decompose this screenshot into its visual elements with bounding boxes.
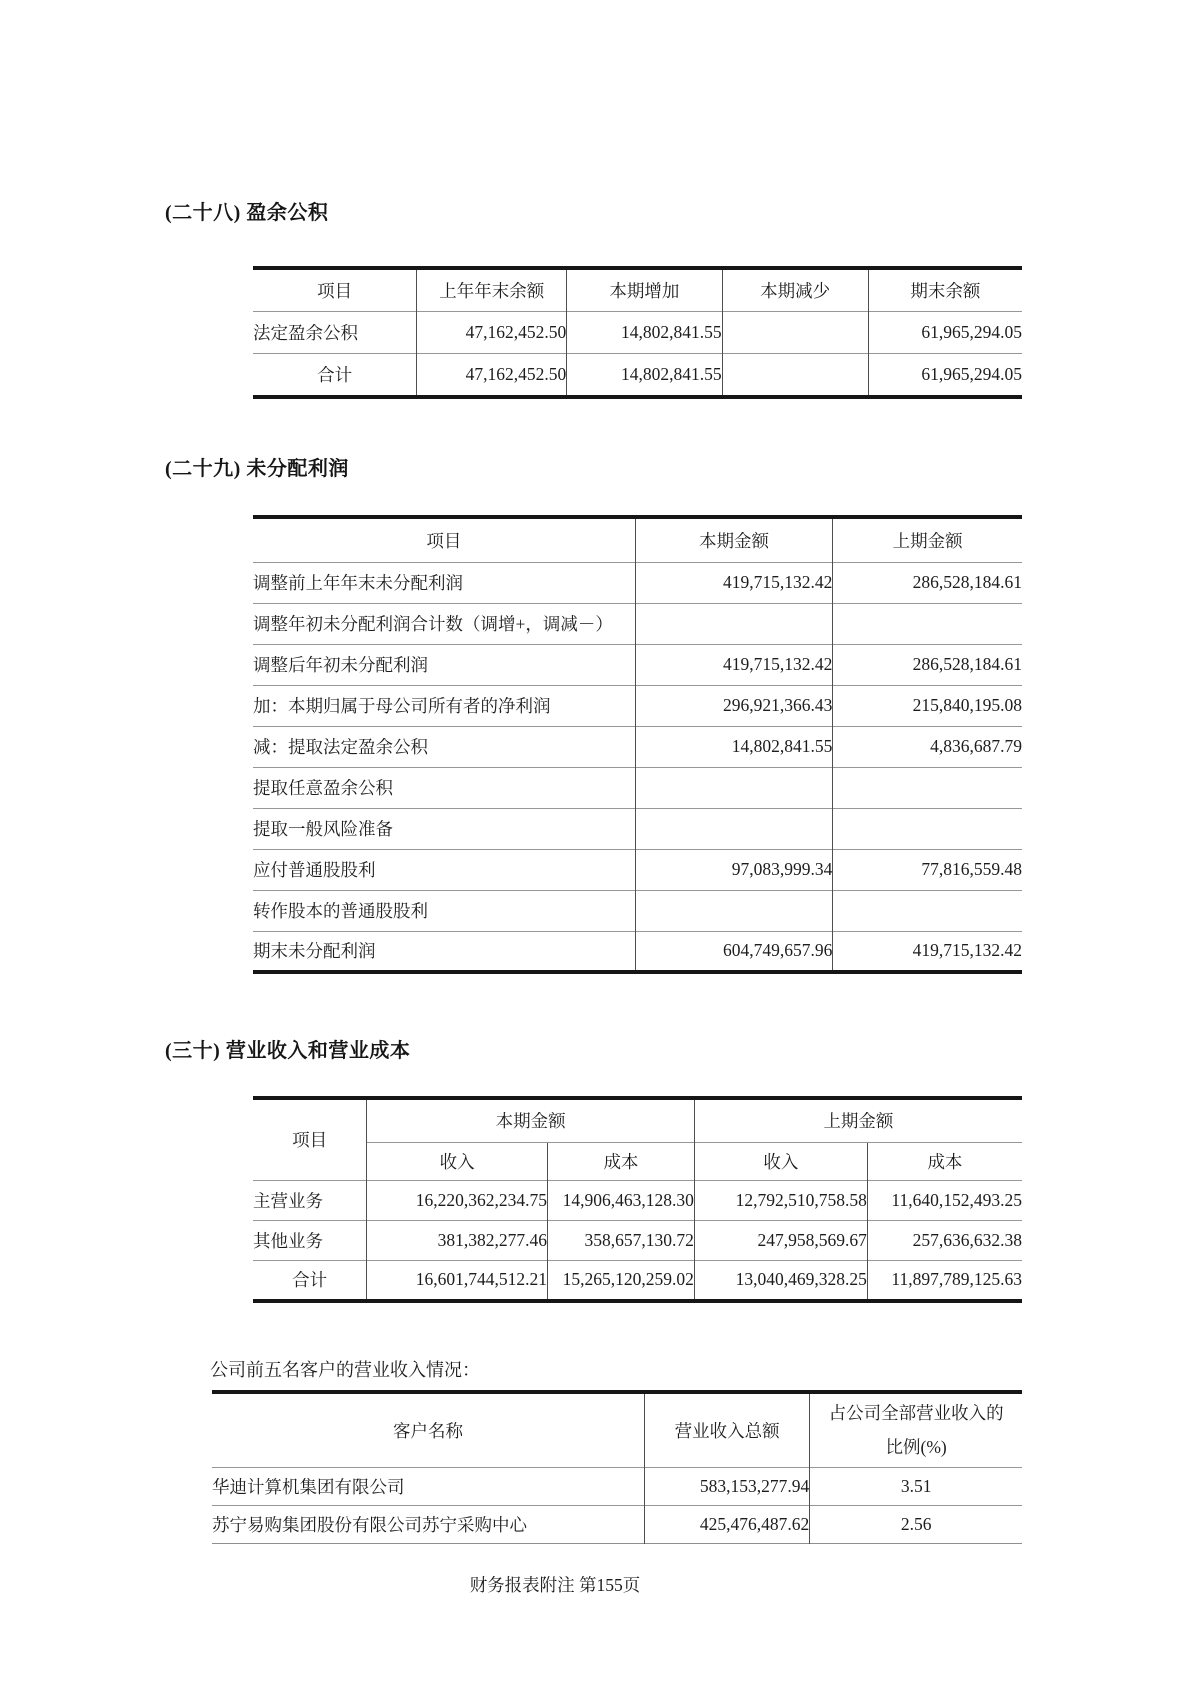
value-cell xyxy=(833,603,1022,644)
top-customers-table xyxy=(212,1390,1022,1544)
table-row xyxy=(253,311,1022,353)
table-row xyxy=(253,890,1022,931)
top-customers-intro: 公司前五名客户的营业收入情况： xyxy=(210,1360,480,1380)
header-cell: 本期增加 xyxy=(567,268,722,311)
undistributed-profit-table-wrap xyxy=(253,515,1022,974)
header-cell-income: 收入 xyxy=(694,1142,867,1180)
header-cell-ratio xyxy=(810,1392,1022,1467)
value-cell: 61,965,294.05 xyxy=(868,311,1022,353)
table-row xyxy=(253,808,1022,849)
value-cell: 61,965,294.05 xyxy=(868,353,1022,397)
value-cell: 419,715,132.42 xyxy=(833,931,1022,972)
value-cell xyxy=(833,890,1022,931)
value-cell xyxy=(833,808,1022,849)
label-cell: 主营业务 xyxy=(253,1180,367,1220)
value-cell: 286,528,184.61 xyxy=(833,562,1022,603)
value-cell xyxy=(722,353,868,397)
section-28-heading: (二十八) 盈余公积 xyxy=(165,202,329,224)
label-cell: 调整后年初未分配利润 xyxy=(253,644,635,685)
value-cell: 47,162,452.50 xyxy=(417,353,567,397)
value-cell: 16,220,362,234.75 xyxy=(367,1180,548,1220)
header-cell: 项目 xyxy=(292,1130,328,1151)
value-cell: 14,802,841.55 xyxy=(567,353,722,397)
table-row xyxy=(253,685,1022,726)
surplus-reserve-table-wrap xyxy=(253,266,1022,399)
table-row xyxy=(253,1180,1022,1220)
header-cell-prior-period: 上期金额 xyxy=(694,1098,1022,1142)
value-cell: 583,153,277.94 xyxy=(645,1467,810,1505)
label-cell: 其他业务 xyxy=(253,1220,367,1260)
value-cell: 11,640,152,493.25 xyxy=(867,1180,1022,1220)
header-cell: 客户名称 xyxy=(393,1420,464,1441)
value-cell xyxy=(635,808,833,849)
page-footer: 财务报表附注 第155页 xyxy=(469,1575,641,1595)
table-row xyxy=(253,726,1022,767)
value-cell: 286,528,184.61 xyxy=(833,644,1022,685)
table-total-row xyxy=(253,1260,1022,1301)
section-29-heading: (二十九) 未分配利润 xyxy=(165,458,349,480)
value-cell: 215,840,195.08 xyxy=(833,685,1022,726)
value-cell: 14,802,841.55 xyxy=(635,726,833,767)
table-header-row xyxy=(253,1098,1022,1142)
table-subheader-row xyxy=(253,1142,1022,1180)
table-header-row xyxy=(253,517,1022,562)
header-ratio-line2: 比例(%) xyxy=(885,1437,947,1458)
customer-name-cell: 苏宁易购集团股份有限公司苏宁采购中心 xyxy=(212,1505,645,1543)
header-cell: 本期减少 xyxy=(722,268,868,311)
header-cell: 上年年末余额 xyxy=(417,268,567,311)
table-row xyxy=(212,1467,1022,1505)
value-cell: 15,265,120,259.02 xyxy=(548,1260,695,1301)
label-cell: 应付普通股股利 xyxy=(253,849,635,890)
surplus-reserve-table xyxy=(253,266,1022,399)
value-cell: 14,802,841.55 xyxy=(567,311,722,353)
value-cell: 425,476,487.62 xyxy=(645,1505,810,1543)
value-cell: 14,906,463,128.30 xyxy=(548,1180,695,1220)
label-cell: 加：本期归属于母公司所有者的净利润 xyxy=(253,685,635,726)
label-cell: 法定盈余公积 xyxy=(253,311,417,353)
table-total-row xyxy=(253,353,1022,397)
value-cell: 257,636,632.38 xyxy=(867,1220,1022,1260)
label-cell: 提取一般风险准备 xyxy=(253,808,635,849)
table-row xyxy=(253,603,1022,644)
value-cell: 604,749,657.96 xyxy=(635,931,833,972)
header-cell-income: 收入 xyxy=(367,1142,548,1180)
label-cell: 调整年初未分配利润合计数（调增+，调减－） xyxy=(253,603,635,644)
value-cell: 97,083,999.34 xyxy=(635,849,833,890)
header-cell-current-period: 本期金额 xyxy=(367,1098,695,1142)
table-header-row xyxy=(212,1392,1022,1467)
label-cell: 期末未分配利润 xyxy=(253,931,635,972)
value-cell: 16,601,744,512.21 xyxy=(367,1260,548,1301)
label-cell: 合计 xyxy=(253,353,417,397)
header-cell-cost: 成本 xyxy=(867,1142,1022,1180)
value-cell: 47,162,452.50 xyxy=(417,311,567,353)
top-customers-table-wrap xyxy=(212,1390,1022,1544)
value-cell: 2.56 xyxy=(810,1505,1022,1543)
value-cell xyxy=(833,767,1022,808)
value-cell: 11,897,789,125.63 xyxy=(867,1260,1022,1301)
value-cell xyxy=(635,767,833,808)
header-cell: 项目 xyxy=(317,280,353,301)
value-cell: 381,382,277.46 xyxy=(367,1220,548,1260)
label-cell: 转作股本的普通股股利 xyxy=(253,890,635,931)
value-cell: 77,816,559.48 xyxy=(833,849,1022,890)
value-cell: 419,715,132.42 xyxy=(635,644,833,685)
value-cell xyxy=(635,890,833,931)
value-cell: 4,836,687.79 xyxy=(833,726,1022,767)
header-ratio-line1: 占公司全部营业收入的 xyxy=(828,1403,1004,1424)
label-cell: 合计 xyxy=(253,1260,367,1301)
table-row xyxy=(253,849,1022,890)
header-cell: 项目 xyxy=(426,530,462,551)
section-30-heading: (三十) 营业收入和营业成本 xyxy=(165,1040,411,1062)
revenue-cost-table xyxy=(253,1096,1022,1303)
table-header-row xyxy=(253,268,1022,311)
value-cell: 247,958,569.67 xyxy=(694,1220,867,1260)
revenue-cost-table-wrap xyxy=(253,1096,1022,1303)
undistributed-profit-table xyxy=(253,515,1022,974)
label-cell: 调整前上年年末未分配利润 xyxy=(253,562,635,603)
table-row xyxy=(212,1505,1022,1543)
value-cell: 3.51 xyxy=(810,1467,1022,1505)
header-cell: 上期金额 xyxy=(833,517,1022,562)
table-row xyxy=(253,1220,1022,1260)
value-cell: 419,715,132.42 xyxy=(635,562,833,603)
table-row xyxy=(253,562,1022,603)
value-cell xyxy=(635,603,833,644)
value-cell: 296,921,366.43 xyxy=(635,685,833,726)
value-cell: 13,040,469,328.25 xyxy=(694,1260,867,1301)
label-cell: 减：提取法定盈余公积 xyxy=(253,726,635,767)
header-cell: 营业收入总额 xyxy=(645,1392,810,1467)
header-cell: 本期金额 xyxy=(635,517,833,562)
customer-name-cell: 华迪计算机集团有限公司 xyxy=(212,1467,645,1505)
table-row xyxy=(253,644,1022,685)
header-cell: 期末余额 xyxy=(868,268,1022,311)
value-cell: 12,792,510,758.58 xyxy=(694,1180,867,1220)
value-cell xyxy=(722,311,868,353)
value-cell: 358,657,130.72 xyxy=(548,1220,695,1260)
table-row xyxy=(253,767,1022,808)
table-total-row xyxy=(253,931,1022,972)
label-cell: 提取任意盈余公积 xyxy=(253,767,635,808)
header-cell-cost: 成本 xyxy=(548,1142,695,1180)
